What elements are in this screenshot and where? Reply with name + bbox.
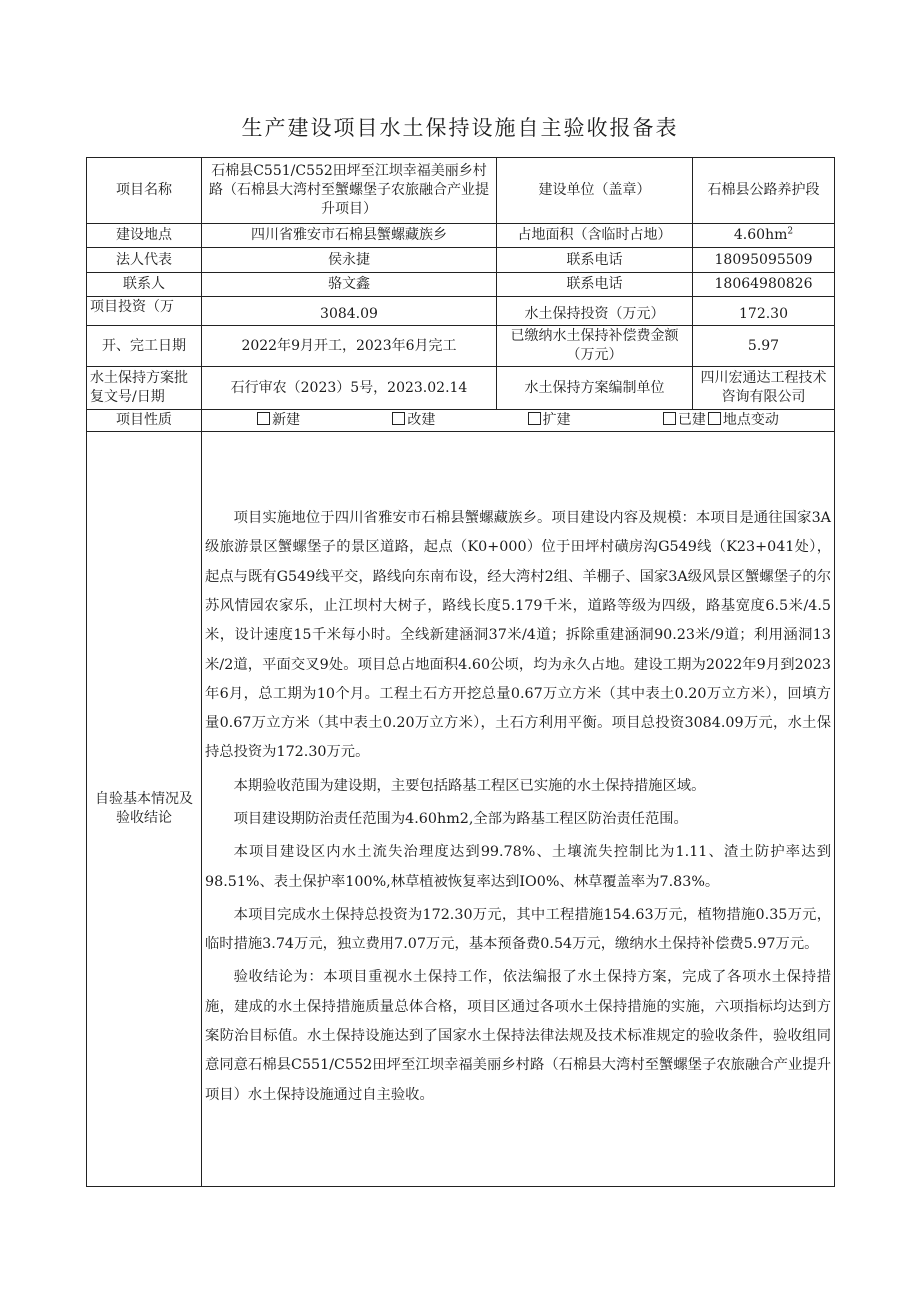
nature-options [202,410,835,432]
approval-label: 水土保持方案批复文号/日期 [87,367,202,410]
location-label: 建设地点 [87,224,202,248]
dates-value: 2022年9月开工，2023年6月完工 [202,326,497,367]
compensation-label: 已缴纳水土保持补偿费金额（万元） [497,326,693,367]
swc-investment-label: 水土保持投资（万元） [497,297,693,326]
row-project-name [87,158,835,224]
report-paragraph: 项目实施地位于四川省雅安市石棉县蟹螺藏族乡。项目建设内容及规模：本项目是通往国家3A级旅游景区蟹螺堡子的景区道路，起点（K0+000）位于田坪村磺房沟G549线（K23+041处），起点与既有G549线平交，路线向东南布设，经大湾村2组、羊棚子、国家3A级风景区蟹螺堡子的尔苏风情园农家乐，止江坝村大树子，路线长度5.179千米，道路等级为四级，路基宽度6.5米/4.5米，设计速度15千米每小时。全线新建涵洞37米/4道；拆除重建涵洞90.23米/9道；利用涵洞13米/2道，平面交叉9处。项目总占地面积4.60公顷，均为永久占地。建设工期为2022年9月到2023年6月，总工期为10个月。工程土石方开挖总量0.67万立方米（其中表土0.20万立方米），回填方量0.67万立方米（其中表土0.20万立方米），土石方利用平衡。项目总投资3084.09万元，水土保持总投资为172.30万元。 [205,510,831,761]
nature-option-built-relocate[interactable]: 已建 地点变动 [663,411,779,430]
project-name-value: 石棉县C551/C552田坪至江坝幸福美丽乡村路（石棉县大湾村至蟹螺堡子农旅融合产业提升项目） [202,158,497,224]
report-paragraph: 验收结论为：本项目重视水土保持工作，依法编报了水土保持方案，完成了各项水土保持措施，建成的水土保持措施质量总体合格，项目区通过各项水土保持措施的实施，六项指标均达到方案防治目标值。水土保持设施达到了国家水土保持法律法规及技术标准规定的验收条件，验收组同意同意石棉县C551/C552田坪至江坝幸福美丽乡村路（石棉县大湾村至蟹螺堡子农旅融合产业提升项目）水土保持设施通过自主验收。 [205,969,831,1103]
area-label: 占地面积（含临时占地） [497,224,693,248]
checkbox-icon[interactable] [392,412,405,425]
phone-value-1: 18095095509 [693,248,835,273]
approval-value: 石行审农（2023）5号，2023.02.14 [202,367,497,410]
row-nature [87,410,835,432]
nature-option-expand[interactable]: 扩建 [528,411,571,430]
nature-option-rebuild[interactable]: 改建 [392,411,435,430]
project-name-label: 项目名称 [87,158,202,224]
filing-form-table [86,157,835,1187]
report-paragraph: 本项目完成水土保持总投资为172.30万元，其中工程措施154.63万元，植物措施0.35万元，临时措施3.74万元，独立费用7.07万元，基本预备费0.54万元，缴纳水土保持补偿费5.97万元。 [205,906,831,953]
report-paragraph: 项目建设期防治责任范围为4.60hm2,全部为路基工程区防治责任范围。 [233,811,688,827]
row-dates [87,326,835,367]
area-value-cell [693,224,835,248]
report-paragraph: 本项目建设区内水土流失治理度达到99.78%、土壤流失控制比为1.11、渣土防护率达到98.51%、表土保护率100%,林草植被恢复率达到IO0%、林草覆盖率为7.83%。 [205,844,831,890]
row-location [87,224,835,248]
row-report [87,432,835,1187]
row-legal-rep [87,248,835,273]
location-value: 四川省雅安市石棉县蟹螺藏族乡 [202,224,497,248]
form-title: 生产建设项目水土保持设施自主验收报备表 [241,116,679,140]
area-value: 4.60hm [733,227,788,243]
plan-unit-value: 四川宏通达工程技术咨询有限公司 [693,367,835,410]
nature-option-new[interactable]: 新建 [257,411,300,430]
nature-label: 项目性质 [87,410,202,432]
builder-value: 石棉县公路养护段 [693,158,835,224]
builder-label: 建设单位（盖章） [497,158,693,224]
row-contact [87,273,835,297]
investment-value: 3084.09 [202,297,497,326]
area-unit-superscript: 2 [787,226,794,237]
dates-label: 开、完工日期 [87,326,202,367]
swc-investment-value: 172.30 [693,297,835,326]
contact-value: 骆文鑫 [202,273,497,297]
phone-value-2: 18064980826 [693,273,835,297]
plan-unit-label: 水土保持方案编制单位 [497,367,693,410]
checkbox-icon[interactable] [257,412,270,425]
checkbox-icon[interactable] [708,412,721,425]
contact-label: 联系人 [87,273,202,297]
phone-label-1: 联系电话 [497,248,693,273]
checkbox-icon[interactable] [663,412,676,425]
row-approval [87,367,835,410]
row-investment [87,297,835,326]
legal-rep-label: 法人代表 [87,248,202,273]
report-body [202,432,835,1187]
checkbox-icon[interactable] [528,412,541,425]
legal-rep-value: 侯永捷 [202,248,497,273]
compensation-value: 5.97 [693,326,835,367]
report-paragraph: 本期验收范围为建设期，主要包括路基工程区已实施的水土保持措施区域。 [233,777,706,794]
report-label: 自验基本情况及验收结论 [87,432,202,1187]
phone-label-2: 联系电话 [497,273,693,297]
investment-label: 项目投资（万 [87,297,202,326]
